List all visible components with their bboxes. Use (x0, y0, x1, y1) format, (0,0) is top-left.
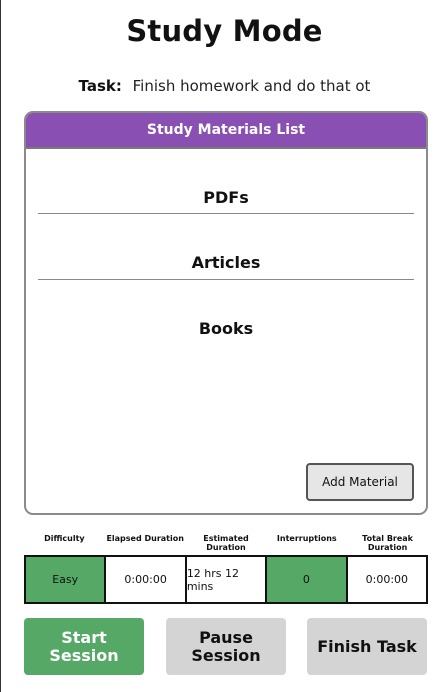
session-stats (24, 534, 428, 593)
difficulty-value: Easy (26, 557, 106, 602)
interruptions-value: 0 (267, 557, 347, 602)
materials-header: Study Materials List (26, 113, 426, 149)
start-session-button[interactable]: Start Session (24, 618, 144, 675)
material-item-books[interactable]: Books (198, 319, 254, 338)
task-row (1, 77, 447, 95)
divider (38, 213, 414, 214)
page-title: Study Mode (126, 14, 323, 48)
total-break-duration-value: 0:00:00 (365, 573, 409, 586)
task-label: Task: (78, 77, 122, 95)
pause-session-button[interactable]: Pause Session (166, 618, 286, 675)
divider (38, 279, 414, 280)
material-item-pdfs[interactable]: PDFs (203, 188, 249, 207)
estimated-duration-label: Estimated Duration (203, 534, 249, 552)
task-value: Finish homework and do that ot (132, 77, 371, 95)
elapsed-duration-value: 0:00:00 (106, 557, 186, 602)
interruptions-label: Interruptions (276, 534, 337, 543)
study-materials-panel (24, 111, 428, 515)
estimated-duration-value: 12 hrs 12 mins (187, 557, 267, 602)
add-material-button[interactable]: Add Material (306, 463, 414, 501)
elapsed-duration-label: Elapsed Duration (106, 534, 184, 543)
total-break-duration-label: Total Break Duration (362, 534, 413, 552)
finish-task-button[interactable]: Finish Task (307, 618, 427, 675)
material-item-articles[interactable]: Articles (191, 253, 261, 272)
difficulty-label: Difficulty (44, 534, 85, 543)
